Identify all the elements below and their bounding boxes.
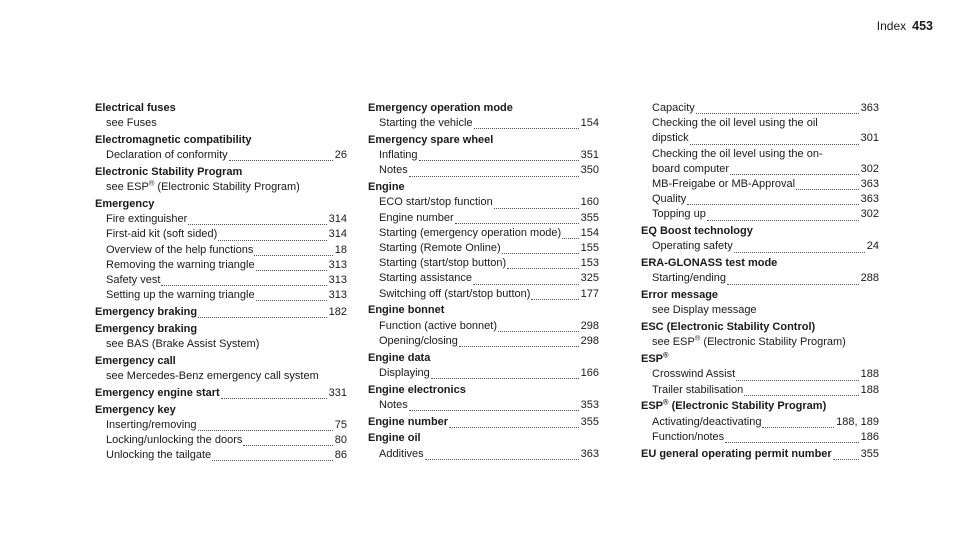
- index-entry: [95, 305, 347, 320]
- sub-entry[interactable]: [368, 226, 599, 241]
- dot-leader: [507, 257, 578, 269]
- sub-entry[interactable]: [95, 243, 347, 258]
- page-ref[interactable]: 188: [860, 383, 879, 396]
- index-entry: [368, 180, 599, 302]
- sub-entry-text: Unlocking the tailgate: [106, 449, 212, 462]
- page-ref[interactable]: 154: [580, 117, 599, 130]
- page-ref[interactable]: 313: [328, 258, 347, 271]
- sub-entry-text: Engine number: [379, 211, 454, 224]
- entry-heading: Emergency call: [95, 354, 176, 367]
- dot-leader: [727, 273, 859, 285]
- dot-leader: [734, 241, 865, 253]
- see-reference: see Fuses: [106, 117, 157, 130]
- dot-leader: [198, 419, 333, 431]
- dot-leader: [419, 149, 579, 161]
- index-entry: [641, 447, 879, 462]
- entry-heading: Engine data: [368, 351, 431, 364]
- index-entry: [95, 133, 347, 163]
- sub-entry[interactable]: [95, 273, 347, 288]
- see-reference: [641, 335, 879, 350]
- sub-entry-text: Fire extinguisher: [106, 213, 188, 226]
- dot-leader: [494, 197, 579, 209]
- sub-entry-text: Quality: [652, 193, 687, 206]
- index-entry: [641, 288, 879, 318]
- sub-entry-text: Starting (start/stop button): [379, 257, 507, 270]
- entry-heading: Emergency operation mode: [368, 102, 513, 114]
- page-ref[interactable]: 355: [580, 415, 599, 428]
- sub-entry[interactable]: [95, 212, 347, 227]
- entry-heading: EU general operating permit number: [641, 447, 832, 460]
- page-ref[interactable]: 331: [328, 386, 347, 399]
- sub-entry-line: Checking the oil level using the oil: [652, 117, 818, 130]
- entry-heading: Engine oil: [368, 432, 421, 445]
- entry-heading: Electromagnetic compatibility: [95, 134, 252, 146]
- page-ref[interactable]: 363: [860, 178, 879, 191]
- see-text: see ESP: [652, 336, 695, 349]
- index-entry: [641, 224, 879, 254]
- page-ref[interactable]: 363: [580, 447, 599, 460]
- sub-entry-text: Topping up: [652, 208, 706, 221]
- dot-leader: [531, 288, 578, 300]
- page-ref[interactable]: 18: [334, 243, 347, 256]
- dot-leader: [218, 229, 326, 241]
- index-entry: [95, 101, 347, 131]
- heading-entry[interactable]: [95, 305, 347, 320]
- sub-entry[interactable]: [368, 398, 599, 413]
- index-entry: [95, 197, 347, 303]
- see-text: (Electronic Stability Program): [154, 181, 300, 194]
- entry-heading: Electronic Stability Program: [95, 166, 243, 178]
- sub-entry-line: Checking the oil level using the on-: [652, 147, 823, 160]
- sub-entry[interactable]: [95, 258, 347, 273]
- sub-entry[interactable]: [641, 101, 879, 116]
- see-reference: see Mercedes-Benz emergency call system: [106, 370, 319, 383]
- entry-heading: Emergency key: [95, 403, 176, 416]
- page-number: 453: [912, 19, 933, 33]
- page-ref[interactable]: 186: [860, 430, 879, 443]
- page-ref[interactable]: 153: [580, 257, 599, 270]
- dot-leader: [256, 289, 327, 301]
- dot-leader: [690, 133, 859, 145]
- page-ref[interactable]: 355: [860, 447, 879, 460]
- page-ref[interactable]: 182: [328, 306, 347, 319]
- page-ref[interactable]: 298: [580, 334, 599, 347]
- page-ref[interactable]: 298: [580, 319, 599, 332]
- sub-entry-text: Notes: [379, 164, 408, 177]
- sub-entry-text: Starting the vehicle: [379, 117, 473, 130]
- sub-entry-text: Locking/unlocking the doors: [106, 434, 243, 447]
- see-reference: see BAS (Brake Assist System): [106, 338, 260, 351]
- index-column-3: [641, 101, 879, 463]
- page-ref[interactable]: 325: [580, 272, 599, 285]
- dot-leader: [409, 165, 579, 177]
- sub-entry[interactable]: [641, 430, 879, 445]
- entry-heading: Emergency: [95, 198, 155, 210]
- sub-entry[interactable]: [368, 163, 599, 178]
- sub-entry-text: Function (active bonnet): [379, 319, 498, 332]
- index-column-2: [368, 101, 599, 463]
- sub-entry-text: MB-Freigabe or MB-Approval: [652, 178, 796, 191]
- page-ref[interactable]: 80: [334, 434, 347, 447]
- index-entry: [641, 399, 879, 445]
- sub-entry-text: Inflating: [379, 149, 418, 162]
- page-ref[interactable]: 288: [860, 272, 879, 285]
- index-entry: [368, 101, 599, 131]
- sub-entry-text: Function/notes: [652, 430, 725, 443]
- sub-entry[interactable]: [641, 239, 879, 254]
- page-ref[interactable]: 363: [860, 193, 879, 206]
- dot-leader: [431, 367, 579, 379]
- sub-entry[interactable]: [368, 211, 599, 226]
- sub-entry-text: Opening/closing: [379, 334, 458, 347]
- dot-leader: [409, 399, 579, 411]
- dot-leader: [198, 306, 327, 318]
- sub-entry-text: Notes: [379, 398, 408, 411]
- sub-entry[interactable]: [368, 195, 599, 210]
- sub-entry-text: board computer: [652, 162, 730, 175]
- sub-entry[interactable]: [641, 271, 879, 286]
- sub-entry-text: ECO start/stop function: [379, 196, 493, 209]
- entry-heading: Engine electronics: [368, 383, 466, 396]
- sub-entry-text: Operating safety: [652, 240, 733, 253]
- sub-entry[interactable]: [641, 383, 879, 398]
- page-ref[interactable]: 355: [580, 211, 599, 224]
- sub-entry[interactable]: [641, 207, 879, 222]
- heading-text: ESP: [641, 353, 664, 366]
- registered-mark: ®: [148, 178, 155, 188]
- page-ref[interactable]: 314: [328, 213, 347, 226]
- sub-entry-text: Capacity: [652, 102, 695, 114]
- dot-leader: [707, 209, 859, 221]
- heading-entry[interactable]: [368, 415, 599, 430]
- page-ref[interactable]: 301: [860, 132, 879, 145]
- see-reference: [95, 180, 347, 195]
- sub-entry-text: Switching off (start/stop button): [379, 287, 531, 300]
- index-entry: [368, 415, 599, 430]
- entry-heading: Emergency engine start: [95, 386, 220, 399]
- entry-heading: Electrical fuses: [95, 102, 176, 114]
- dot-leader: [256, 259, 327, 271]
- sub-entry-text: Additives: [379, 447, 424, 460]
- page-ref[interactable]: 188, 189: [836, 415, 879, 428]
- sub-entry-text: Starting (emergency operation mode): [379, 226, 562, 239]
- sub-entry[interactable]: [95, 448, 347, 463]
- sub-entry[interactable]: [95, 418, 347, 433]
- sub-entry[interactable]: [641, 192, 879, 207]
- entry-heading: [641, 352, 879, 367]
- sub-entry[interactable]: [95, 148, 347, 163]
- registered-mark: ®: [694, 333, 701, 343]
- sub-entry-text: Trailer stabilisation: [652, 383, 744, 396]
- sub-entry[interactable]: [368, 334, 599, 349]
- sub-entry[interactable]: [368, 447, 599, 462]
- heading-text: (Electronic Stability Program): [668, 400, 827, 413]
- page-ref[interactable]: 188: [860, 368, 879, 381]
- entry-heading: ERA-GLONASS test mode: [641, 257, 778, 270]
- page-ref[interactable]: 302: [860, 208, 879, 221]
- page-ref[interactable]: 353: [580, 398, 599, 411]
- index-entry: [641, 352, 879, 398]
- dot-leader: [459, 335, 579, 347]
- header-label: Index: [876, 19, 907, 33]
- registered-mark: ®: [663, 350, 669, 360]
- sub-entry-text: Inserting/removing: [106, 418, 197, 431]
- page-ref[interactable]: 154: [580, 226, 599, 239]
- index-entry: [641, 256, 879, 286]
- dot-leader: [161, 274, 326, 286]
- dot-leader: [212, 449, 333, 461]
- sub-entry[interactable]: [368, 116, 599, 131]
- page-ref[interactable]: 351: [580, 149, 599, 162]
- entry-heading: Error message: [641, 289, 719, 302]
- heading-entry[interactable]: [95, 386, 347, 401]
- dot-leader: [229, 149, 333, 161]
- entry-heading: ESC (Electronic Stability Control): [641, 321, 816, 334]
- entry-heading: Engine bonnet: [368, 304, 445, 317]
- page-ref[interactable]: 313: [328, 289, 347, 302]
- see-text: (Electronic Stability Program): [700, 336, 846, 349]
- dot-leader: [736, 369, 859, 381]
- index-entry: [368, 133, 599, 179]
- dot-leader: [762, 416, 834, 428]
- sub-entry-text: First-aid kit (soft sided): [106, 228, 218, 241]
- dot-leader: [221, 387, 327, 399]
- sub-entry[interactable]: [641, 415, 879, 430]
- sub-entry-text: Starting assistance: [379, 272, 472, 285]
- sub-entry-text: Crosswind Assist: [652, 368, 736, 381]
- page-header: [877, 19, 933, 33]
- dot-leader: [449, 416, 579, 428]
- dot-leader: [425, 448, 579, 460]
- entry-heading: EQ Boost technology: [641, 225, 753, 238]
- index-entry: [368, 351, 599, 381]
- entry-heading: Emergency braking: [95, 306, 198, 319]
- dot-leader: [725, 431, 858, 443]
- index-entry: [95, 165, 347, 195]
- sub-entry[interactable]: [641, 162, 879, 177]
- sub-entry-text: dipstick: [652, 132, 689, 145]
- entry-heading: Emergency braking: [95, 322, 198, 335]
- sub-entry[interactable]: [368, 271, 599, 286]
- dot-leader: [243, 434, 332, 446]
- heading-entry[interactable]: [641, 447, 879, 462]
- index-entry: [368, 303, 599, 349]
- dot-leader: [796, 178, 859, 190]
- dot-leader: [455, 212, 579, 224]
- sub-entry-text: Safety vest: [106, 274, 161, 287]
- sub-entry-text: Activating/deactivating: [652, 415, 762, 428]
- index-entry: [95, 403, 347, 464]
- dot-leader: [254, 244, 332, 256]
- entry-heading: Engine number: [368, 415, 449, 428]
- sub-entry-text: Declaration of conformity: [106, 149, 228, 162]
- sub-entry[interactable]: [368, 366, 599, 381]
- dot-leader: [473, 273, 579, 285]
- see-reference: see Display message: [652, 304, 757, 317]
- sub-entry-text: Starting (Remote Online): [379, 242, 501, 255]
- heading-text: ESP: [641, 400, 664, 413]
- dot-leader: [562, 227, 578, 239]
- dot-leader: [696, 102, 859, 114]
- index-entry: [641, 320, 879, 350]
- page-ref[interactable]: 363: [860, 102, 879, 114]
- sub-entry-text: Displaying: [379, 366, 430, 379]
- sub-entry[interactable]: [368, 287, 599, 302]
- index-entry-continued: [641, 101, 879, 223]
- dot-leader: [687, 193, 858, 205]
- dot-leader: [498, 320, 579, 332]
- page-ref[interactable]: 177: [580, 287, 599, 300]
- index-column-1: [95, 101, 347, 465]
- dot-leader: [833, 448, 859, 460]
- sub-entry[interactable]: [368, 256, 599, 271]
- entry-heading: Emergency spare wheel: [368, 134, 494, 146]
- page-ref[interactable]: 26: [334, 149, 347, 162]
- index-entry: [95, 322, 347, 352]
- sub-entry[interactable]: [368, 241, 599, 256]
- dot-leader: [502, 242, 579, 254]
- page-ref[interactable]: 350: [580, 164, 599, 177]
- index-entry: [368, 431, 599, 461]
- sub-entry-text: Starting/ending: [652, 272, 726, 285]
- index-entry: [368, 383, 599, 413]
- sub-entry[interactable]: [368, 148, 599, 163]
- sub-entry[interactable]: [641, 367, 879, 382]
- sub-entry[interactable]: [368, 319, 599, 334]
- dot-leader: [474, 117, 579, 129]
- page-ref[interactable]: 160: [580, 196, 599, 209]
- dot-leader: [744, 384, 858, 396]
- page-ref[interactable]: 302: [860, 162, 879, 175]
- page-ref[interactable]: 314: [328, 228, 347, 241]
- sub-entry-text: Setting up the warning triangle: [106, 289, 255, 302]
- sub-entry[interactable]: [641, 177, 879, 192]
- page-ref[interactable]: 86: [334, 449, 347, 462]
- page-ref[interactable]: 313: [328, 274, 347, 287]
- dot-leader: [730, 163, 859, 175]
- sub-entry[interactable]: [95, 288, 347, 303]
- page-ref[interactable]: 75: [334, 418, 347, 431]
- dot-leader: [188, 213, 326, 225]
- sub-entry[interactable]: [641, 131, 879, 146]
- sub-entry-text: Overview of the help functions: [106, 243, 254, 256]
- sub-entry[interactable]: [95, 227, 347, 242]
- index-entry: [95, 354, 347, 384]
- page-ref[interactable]: 155: [580, 242, 599, 255]
- sub-entry[interactable]: [95, 433, 347, 448]
- see-text: see ESP: [106, 181, 149, 194]
- entry-heading: [641, 399, 879, 414]
- index-entry: [95, 386, 347, 401]
- registered-mark: ®: [663, 397, 669, 407]
- sub-entry-text: Removing the warning triangle: [106, 258, 255, 271]
- page-ref[interactable]: 166: [580, 366, 599, 379]
- page-ref[interactable]: 24: [866, 240, 879, 253]
- entry-heading: Engine: [368, 181, 405, 194]
